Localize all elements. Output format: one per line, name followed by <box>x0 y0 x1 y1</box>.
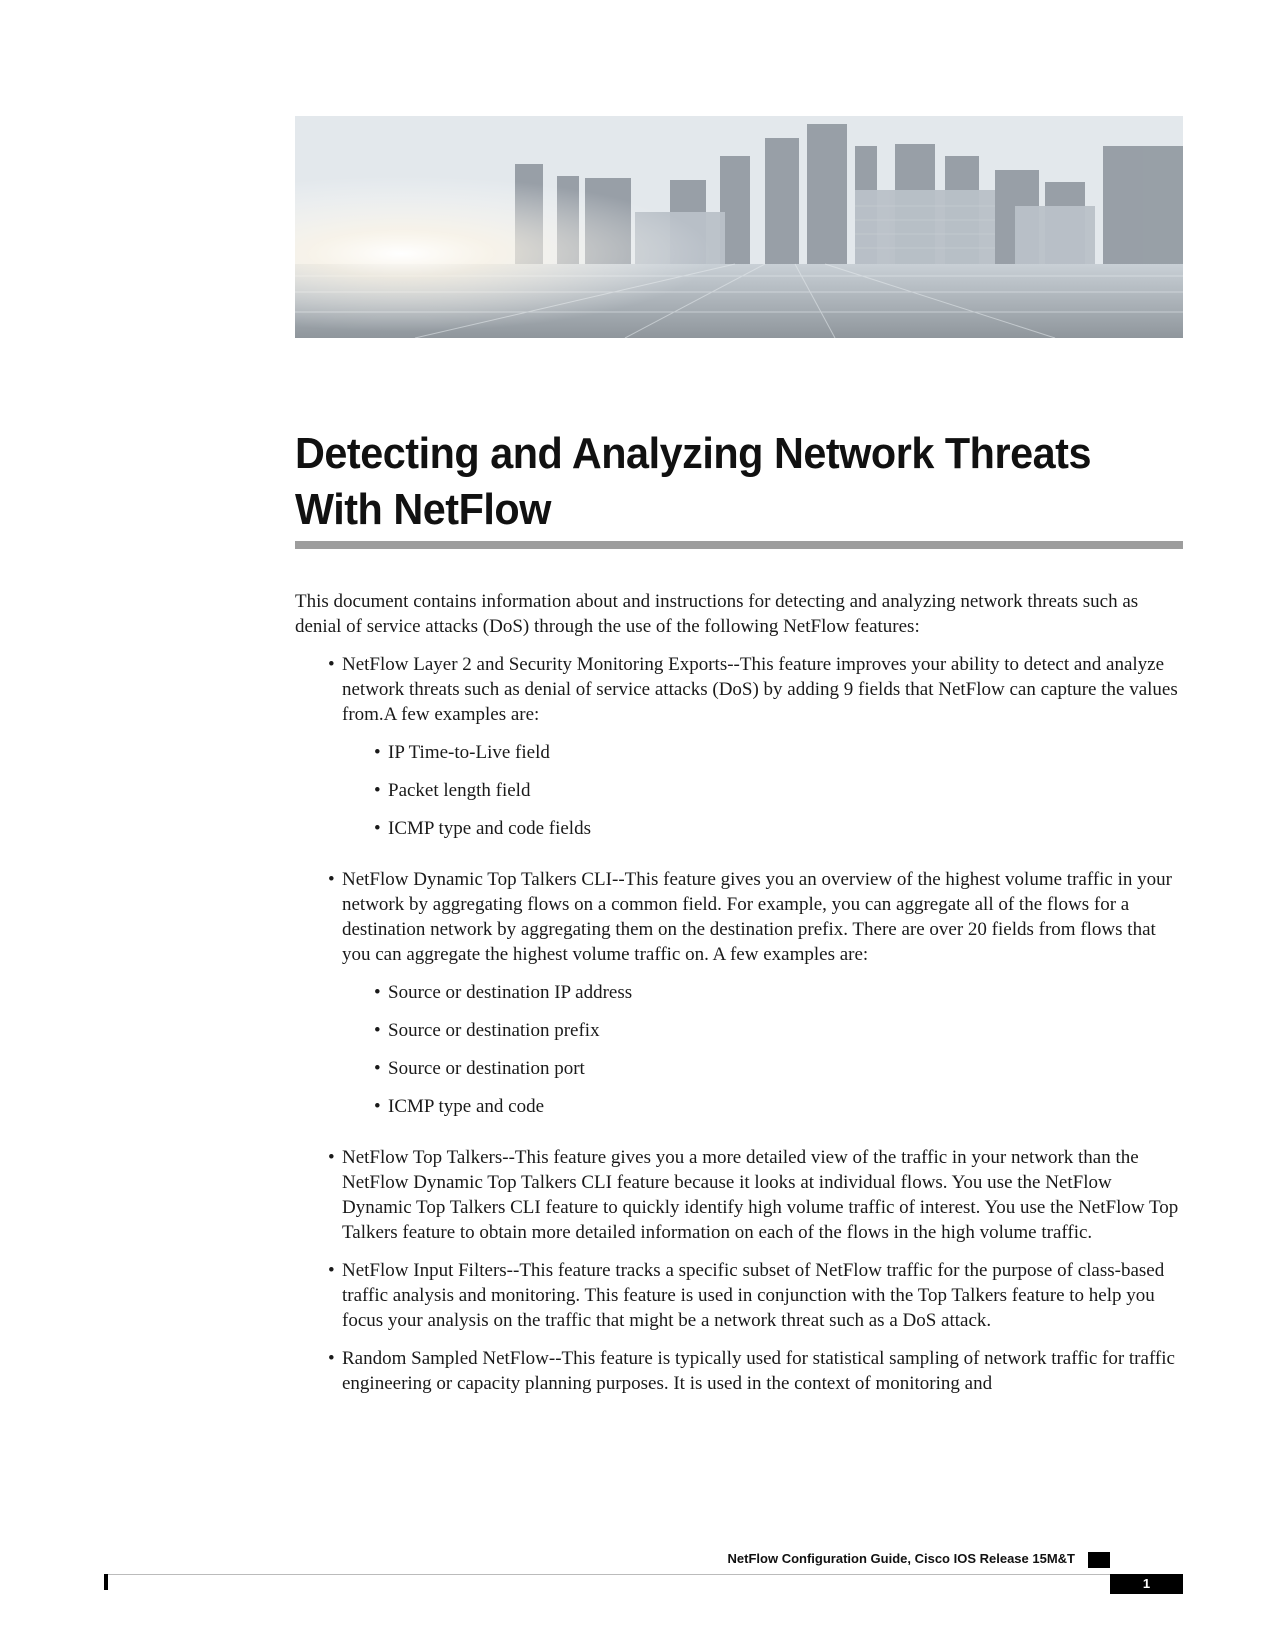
footer-guide-title: NetFlow Configuration Guide, Cisco IOS Release 15M&T <box>727 1551 1075 1566</box>
list-item: • Random Sampled NetFlow--This feature is typically used for statistical sampling of network traffic for traffic engineering or capacity planning purposes. It is used in the context of monitoring and <box>342 1346 1185 1396</box>
list-item: • NetFlow Top Talkers--This feature gives you a more detailed view of the traffic in your network than the NetFlow Dynamic Top Talkers CLI feature because it looks at individual flows. You use the NetFlow Dynamic Top Talkers CLI feature to quickly identify high volume traffic of interest. You use the NetFlow Top Talkers feature to obtain more detailed information on each of the flows in the high volume traffic. <box>342 1145 1185 1245</box>
intro-paragraph: This document contains information about and instructions for detecting and analyzing network threats such as denial of service attacks (DoS) through the use of the following NetFlow features: <box>295 591 1139 637</box>
list-item: • Source or destination IP address <box>388 980 1185 1005</box>
example-list <box>342 740 1185 841</box>
feature-text: NetFlow Dynamic Top Talkers CLI--This feature gives you an overview of the highest volume traffic in your network by aggregating flows on a common field. For example, you can aggregate all of the flows for a destination network by aggregating them on the destination prefix. There are over 20 fields from flows that you can aggregate the highest volume traffic on. A few examples are: <box>342 869 1172 965</box>
document-body <box>295 589 1185 1409</box>
title-divider <box>295 541 1183 549</box>
example-list <box>342 980 1185 1119</box>
footer-divider <box>108 1574 1111 1575</box>
list-item: • ICMP type and code fields <box>388 816 1185 841</box>
footer-tick-mark <box>104 1574 108 1590</box>
list-item <box>342 652 1185 841</box>
list-item: • NetFlow Input Filters--This feature tracks a specific subset of NetFlow traffic for the purpose of class-based traffic analysis and monitoring. This feature is used in conjunction with the Top Talkers feature to help you focus your analysis on the traffic that might be a network threat such as a DoS attack. <box>342 1258 1185 1333</box>
list-item: • Source or destination prefix <box>388 1018 1185 1043</box>
list-item: • ICMP type and code <box>388 1094 1185 1119</box>
list-item: • IP Time-to-Live field <box>388 740 1185 765</box>
feature-text: NetFlow Layer 2 and Security Monitoring Exports--This feature improves your ability to detect and analyze network threats such as denial of service attacks (DoS) by adding 9 fields that NetFlow can capture the values from.A few examples are: <box>342 654 1178 725</box>
list-item: • Packet length field <box>388 778 1185 803</box>
page-title: Detecting and Analyzing Network Threats With NetFlow <box>295 429 1091 534</box>
page-number: 1 <box>1110 1574 1183 1594</box>
list-item: • Source or destination port <box>388 1056 1185 1081</box>
header-banner-image <box>295 116 1183 338</box>
feature-list <box>295 652 1185 1396</box>
list-item <box>342 867 1185 1119</box>
footer-marker <box>1088 1552 1110 1568</box>
